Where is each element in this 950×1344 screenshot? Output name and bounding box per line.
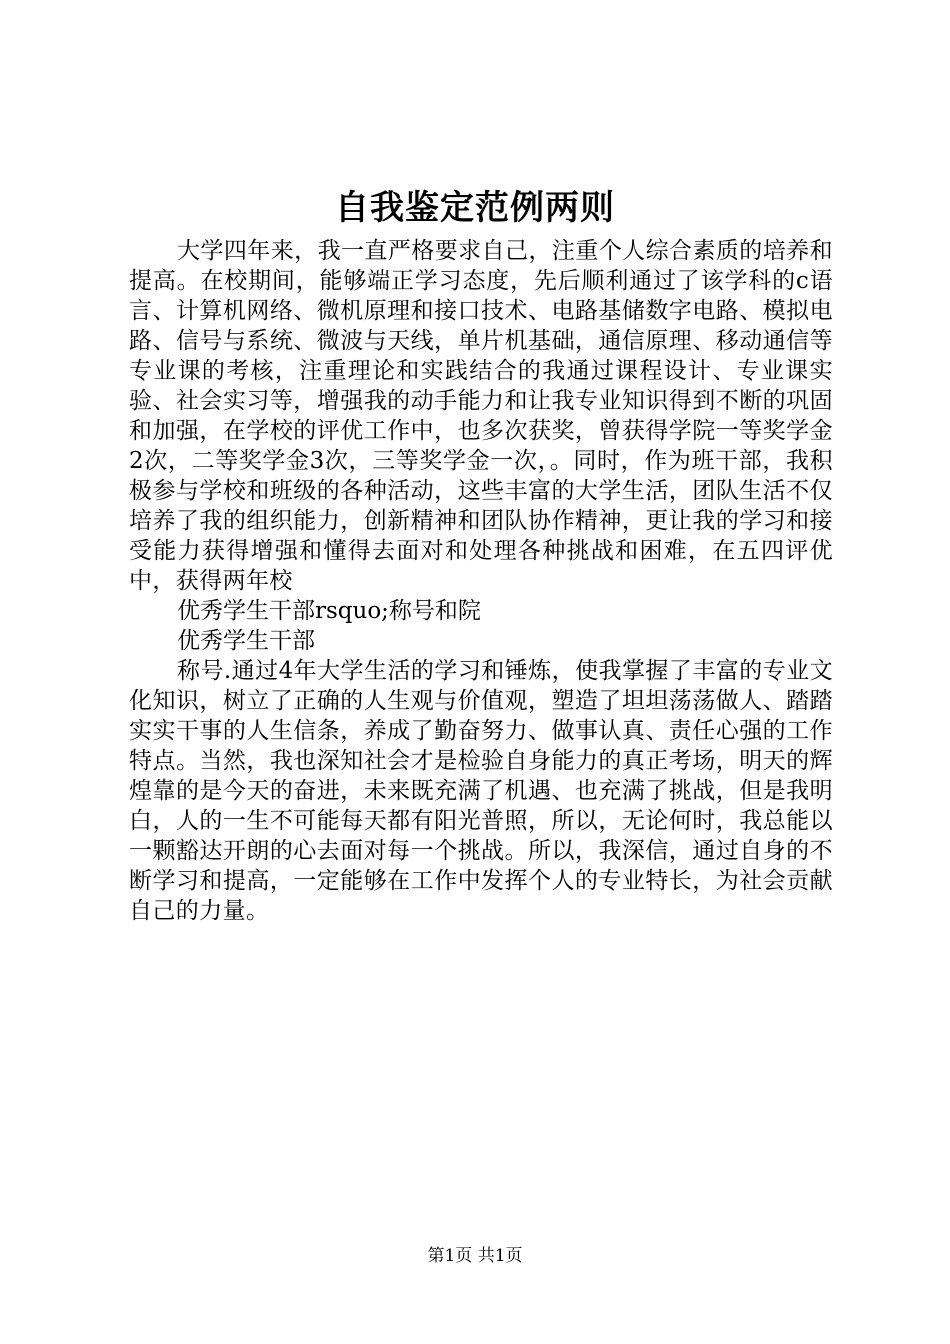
page-footer: 第1页 共1页 [427, 1246, 523, 1266]
paragraph-2: 优秀学生干部rsquo;称号和院 [177, 598, 481, 624]
document-body [129, 236, 833, 926]
paragraph-3: 优秀学生干部 [177, 628, 315, 654]
paragraph-1: 大学四年来，我一直严格要求自己，注重个人综合素质的培养和提高。在校期间，能够端正学习态度，先后顺利通过了该学科的c语言、计算机网络、微机原理和接口技术、电路基储数字电路、模拟电路、信号与系统、微波与天线，单片机基础，通信原理、移动通信等专业课的考核，注重理论和实践结合的我通过课程设计、专业课实验、社会实习等，增强我的动手能力和让我专业知识得到不断的巩固和加强，在学校的评优工作中，也多次获奖，曾获得学院一等奖学金2次，二等奖学金3次，三等奖学金一次，。同时，作为班干部，我积极参与学校和班级的各种活动，这些丰富的大学生活，团队生活不仅培养了我的组织能力，创新精神和团队协作精神，更让我的学习和接受能力获得增强和懂得去面对和处理各种挑战和困难，在五四评优中，获得两年校 [129, 238, 833, 594]
document-title: 自我鉴定范例两则 [335, 188, 615, 228]
paragraph-4: 称号.通过4年大学生活的学习和锤炼，使我掌握了丰富的专业文化知识，树立了正确的人生观与价值观，塑造了坦坦荡荡做人、踏踏实实干事的人生信条，养成了勤奋努力、做事认真、责任心强的工作特点。当然，我也深知社会才是检验自身能力的真正考场，明天的辉煌靠的是今天的奋进，未来既充满了机遇、也充满了挑战，但是我明白，人的一生不可能每天都有阳光普照，所以，无论何时，我总能以一颗豁达开朗的心去面对每一个挑战。所以，我深信，通过自身的不断学习和提高，一定能够在工作中发挥个人的专业特长，为社会贡献自己的力量。 [129, 658, 833, 924]
